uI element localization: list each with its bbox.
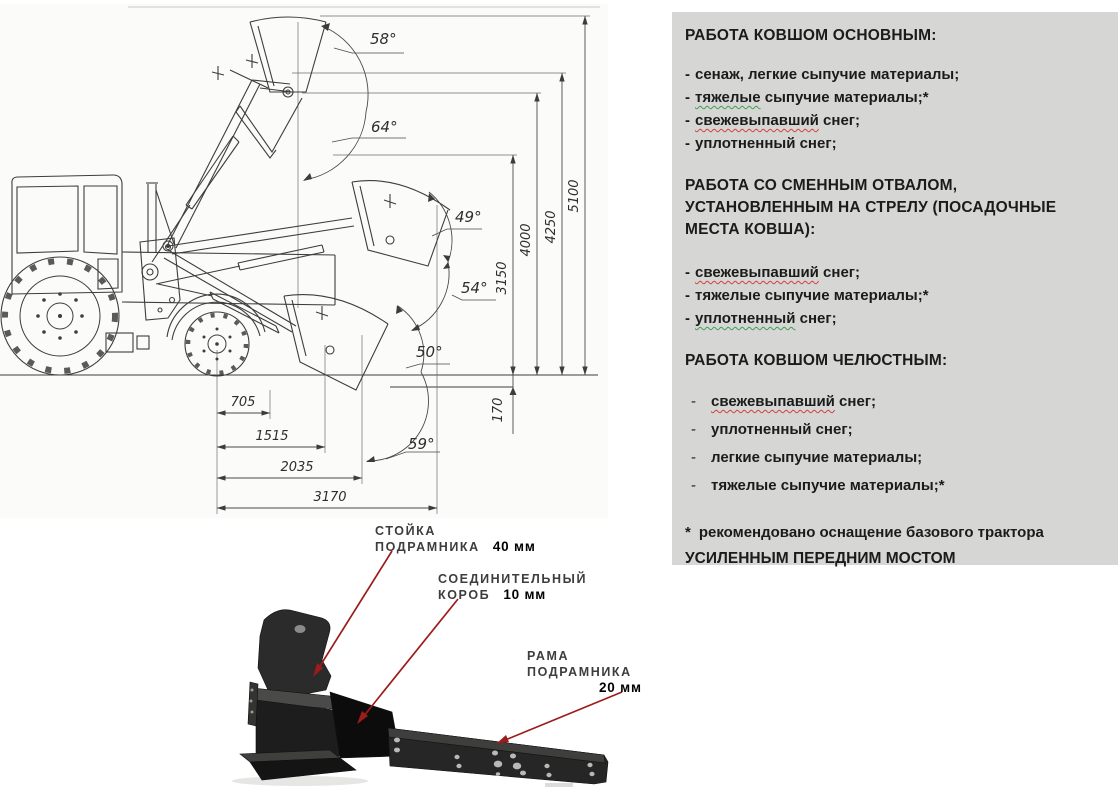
list-item-text: свежевыпавший [695, 112, 819, 129]
part-label-stand [375, 523, 536, 555]
dim-3170: 3170 [313, 490, 347, 505]
bullet-dash: - [685, 287, 690, 304]
loader-dimension-drawing [0, 0, 672, 525]
scan-paper [0, 4, 608, 518]
part-label-box-line2: КОРОБ [438, 588, 491, 602]
part-label-frame-line1: РАМА [527, 649, 570, 663]
list-item-text: сенаж, легкие сыпучие материалы; [695, 66, 960, 83]
bullet-dash: - [685, 310, 690, 327]
work-modes-panel [672, 12, 1118, 565]
bullet-dash: - [685, 135, 690, 152]
part-label-stand-value: 40 мм [492, 539, 536, 554]
list-item [685, 284, 1106, 307]
part-label-frame-value: 20 мм [599, 680, 642, 695]
list-item-text: снег; [818, 112, 861, 129]
list-item-text: уплотненный [695, 310, 796, 327]
list-item-text: уплотненный снег; [695, 135, 837, 152]
bullet-dash: - [685, 112, 690, 129]
list-item [685, 444, 1106, 472]
dim-5100: 5100 [567, 179, 582, 213]
bullet-dash: - [691, 449, 696, 466]
dim-3150: 3150 [495, 261, 510, 295]
list-item-text: уплотненный снег; [711, 421, 853, 438]
list-item-text: снег; [818, 264, 861, 281]
list-item [685, 132, 1106, 155]
list-item [685, 86, 1106, 109]
dim-170: 170 [491, 397, 506, 423]
dim-4250: 4250 [544, 210, 559, 244]
part-label-box-value: 10 мм [503, 587, 547, 602]
angle-49: 49° [455, 208, 482, 226]
section-heading-main-bucket: РАБОТА КОВШОМ ОСНОВНЫМ: [685, 27, 937, 44]
dim-4000: 4000 [519, 223, 534, 257]
angle-59: 59° [408, 435, 435, 453]
bullet-dash: - [685, 264, 690, 281]
list-item [685, 307, 1106, 330]
list-item [685, 472, 1106, 500]
list-item-text: свежевыпавший [695, 264, 819, 281]
list-item-text: свежевыпавший [711, 393, 835, 410]
angle-64: 64° [371, 118, 398, 136]
list-item-text: легкие сыпучие материалы; [711, 449, 923, 466]
dim-2035: 2035 [280, 460, 314, 475]
bullet-dash: - [685, 66, 690, 83]
part-label-stand-line1: СТОЙКА [375, 524, 437, 538]
part-label-stand-line2: ПОДРАМНИКА [375, 540, 480, 554]
bullet-dash: - [691, 477, 696, 494]
list-item [685, 109, 1106, 132]
footnote [685, 520, 1106, 572]
part-label-box-line1: СОЕДИНИТЕЛЬНЫЙ [438, 572, 588, 586]
main-bucket-list [685, 63, 1106, 155]
part-label-box [438, 571, 587, 603]
footnote-asterisk: * [685, 524, 691, 541]
dim-705: 705 [230, 395, 256, 410]
list-item [685, 63, 1106, 86]
list-item [685, 416, 1106, 444]
part-label-frame [527, 648, 642, 696]
angle-50: 50° [416, 343, 443, 361]
section-heading-clamshell: РАБОТА КОВШОМ ЧЕЛЮСТНЫМ: [685, 352, 948, 369]
bullet-dash: - [691, 421, 696, 438]
list-item [685, 388, 1106, 416]
bullet-dash: - [691, 393, 696, 410]
list-item-text: сыпучие материалы;* [760, 89, 929, 106]
page-smudge [545, 783, 573, 787]
part-shadow [232, 776, 368, 786]
footnote-text-caps: УСИЛЕННЫМ ПЕРЕДНИМ МОСТОМ [685, 550, 956, 567]
list-item-text: снег; [795, 310, 837, 327]
angle-54: 54° [461, 279, 488, 297]
list-item-text: тяжелые [695, 89, 761, 106]
list-item-text: тяжелые сыпучие материалы;* [711, 477, 945, 494]
list-item [685, 261, 1106, 284]
clamshell-list [685, 388, 1106, 500]
part-label-frame-line2: ПОДРАМНИКА [527, 665, 632, 679]
footnote-text: рекомендовано оснащение базового трактора [698, 524, 1044, 541]
section-heading-blade: РАБОТА СО СМЕННЫМ ОТВАЛОМ, УСТАНОВЛЕННЫМ НА СТРЕЛУ (ПОСАДОЧНЫЕ МЕСТА КОВША): [685, 177, 1057, 238]
dim-1515: 1515 [255, 429, 289, 444]
list-item-text: снег; [834, 393, 877, 410]
subframe-part [240, 610, 608, 784]
list-item-text: тяжелые сыпучие материалы;* [695, 287, 929, 304]
blade-list [685, 261, 1106, 330]
bullet-dash: - [685, 89, 690, 106]
angle-58: 58° [370, 30, 397, 48]
